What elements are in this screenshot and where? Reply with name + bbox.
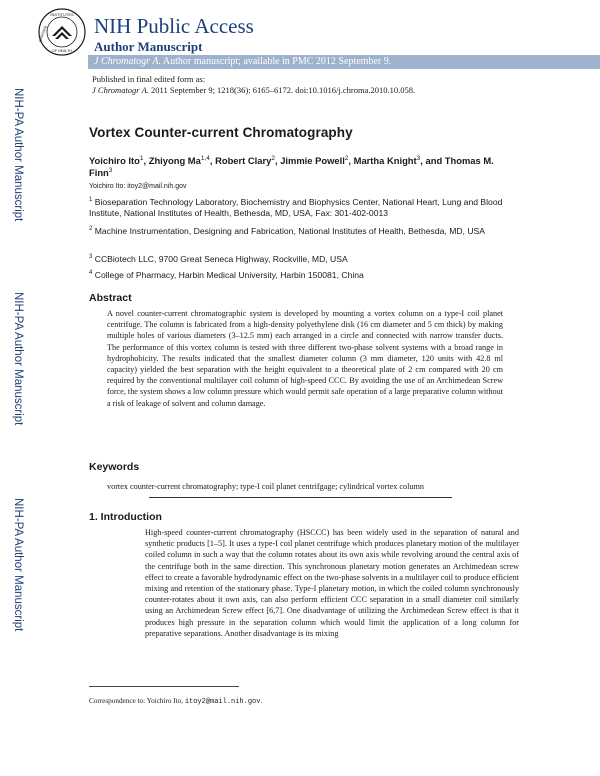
- affiliation-number: 4: [89, 270, 93, 276]
- affiliation-text: CCBiotech LLC, 9700 Great Seneca Highway, Rockville, MD, USA: [94, 253, 348, 264]
- affiliation-number: 1: [89, 197, 93, 203]
- author-name: Thomas M. Finn: [89, 155, 494, 178]
- header-subtitle: Author Manuscript: [94, 39, 203, 54]
- introduction-body: High-speed counter-current chromatography (HSCCC) has been widely used in the separation of natural and synthetic products [1–5]. It uses a type-I coil planet centrifuge which produces planetary motion of the multilayer coiled column in such a way that the column rotates about its own axis while revolving around the central axis of the centrifuge both in the same direction. This synchronous planetary motion generates an Archimedean screw effect to create a favorable hydrodynamic effect on the two-phase solvents in a multilayer coil to produce efficient mixing and retention of the stationary phase. Type-I planetary motion, in which the coiled column synchronously counter-rotates about it own axis, can also perform efficient CCC separation in a small diameter coil similarly using an Archimedean Screw effect [6,7]. One disadvantage of utilizing the Archimedean Screw effect is that it produces high pressure in the separation column which would limit the application of a long column for preparative separations. Another disadvantage is its mixing: [145, 528, 519, 638]
- author-name: Robert Clary: [215, 155, 272, 166]
- affiliation-text: Bioseparation Technology Laboratory, Biochemistry and Biophysics Center, National Heart, Lung and Blood Institute, National Institutes of Health, Bethesda, MD, USA, Fax: 301-402-0013: [89, 196, 503, 219]
- seal-text-left: NATIONAL: [38, 24, 48, 43]
- footnote: [89, 697, 262, 707]
- header-title: NIH Public Access: [94, 14, 254, 38]
- footnote-email-link[interactable]: itoy2@mail.nih.gov: [184, 698, 261, 706]
- author-name: Zhiyong Ma: [148, 155, 201, 166]
- citation: [92, 85, 415, 96]
- author-list: Yoichiro Ito$^1$, Zhiyong Ma$^{1,4}$, Robert Clary$^2$, Jimmie Powell$^2$, Martha Knight$^3$, and Thomas M. Finn$^3$: [89, 154, 494, 178]
- abstract-body: A novel counter-current chromatographic system is developed by mounting a vortex column on a type-I coil planet centrifuge. The column is fabricated from a high-density polyethylene disk (16 cm diameter and 5 cm thick) by making multiple holes of various diameters (3–12.5 mm) each arranged in a circle and connected with narrow transfer ducts. The performance of this vortex column is tested with three different two-phase solvent systems with a broad range in hydrophobicity. The results indicated that the smallest diameter column (3 mm diameter, 120 units with 42.8 ml capacity) yielded the best separation with the height equivalent to a theoretical plate of 2 cm compared with 20 cm required by the conventional multilayer coil column of high-speed CCC. By avoiding the use of an Archimedean Screw force, the system shows a low column pressure which would permit safe operation of a large preparative column without a risk of leakage of solvent and column damage.: [107, 309, 503, 408]
- affiliation: [89, 268, 514, 281]
- author-affiliation-mark: 3: [416, 154, 421, 162]
- affiliation-number: 2: [89, 226, 93, 232]
- footnote-divider: [89, 686, 239, 687]
- side-label-top: NIH-PA Author Manuscript: [12, 88, 24, 222]
- header-note-rest: Author manuscript; available in PMC 2012 September 9.: [160, 56, 392, 67]
- footnote-label: Correspondence to: Yoichiro Ito,: [89, 697, 185, 705]
- affiliation-text: Machine Instrumentation, Designing and Fabrication, National Institutes of Health, Bethesda, MD, USA: [94, 225, 485, 236]
- seal-text-bottom: OF HEALTH: [52, 49, 72, 53]
- keywords-heading: Keywords: [89, 461, 140, 473]
- affiliation: [89, 252, 514, 265]
- seal-text-top: INSTITUTES: [50, 12, 74, 17]
- author-name: Jimmie Powell: [280, 155, 345, 166]
- article-title: Vortex Counter-current Chromatography: [89, 125, 353, 140]
- author-affiliation-mark: 2: [344, 154, 349, 162]
- author-affiliation-mark: 3: [108, 166, 113, 174]
- footnote-end: .: [260, 697, 263, 705]
- published-in: Published in final edited form as:: [92, 74, 206, 84]
- abstract-heading: Abstract: [89, 292, 132, 304]
- keywords-list: vortex counter-current chromatography; type-I coil planet centrifgage; cylindrical vortex column: [107, 482, 424, 491]
- citation-journal: J Chromatogr A.: [92, 85, 149, 95]
- side-label-bottom: NIH-PA Author Manuscript: [12, 498, 24, 632]
- side-label-middle: NIH-PA Author Manuscript: [12, 292, 24, 426]
- introduction-heading: 1. Introduction: [89, 511, 162, 523]
- author-email: Yoichiro Ito: itoy2@mail.nih.gov: [89, 183, 187, 190]
- affiliation: [89, 224, 514, 237]
- section-divider: [149, 497, 452, 498]
- header-note: [94, 56, 391, 68]
- author-affiliation-mark: 2: [271, 154, 275, 162]
- affiliation-number: 3: [89, 254, 93, 260]
- affiliation: [89, 195, 514, 220]
- citation-rest: 2011 September 9; 1218(36): 6165–6172. doi:10.1016/j.chroma.2010.10.058.: [148, 85, 416, 95]
- author-name: Martha Knight: [353, 155, 417, 166]
- author-name: Yoichiro Ito: [89, 155, 140, 166]
- author-affiliation-mark: 1: [139, 154, 144, 162]
- affiliation-text: College of Pharmacy, Harbin Medical University, Harbin 150081, China: [94, 269, 364, 280]
- header-note-journal: J Chromatogr A.: [94, 56, 161, 67]
- author-affiliation-mark: 1,4: [200, 154, 210, 162]
- nih-seal-icon: [38, 8, 86, 56]
